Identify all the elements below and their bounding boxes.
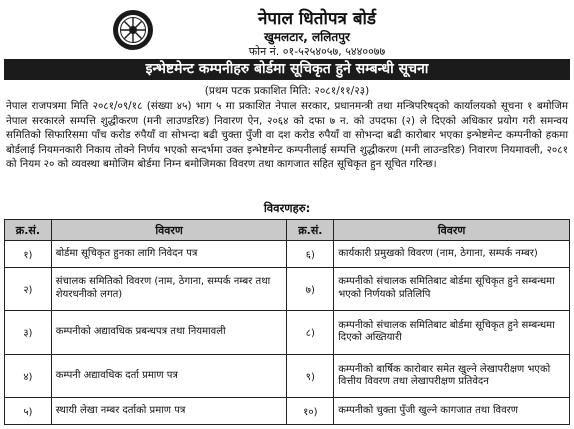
header-description-2: विवरण [334,220,570,241]
document-description: कम्पनी अद्यावधिक दर्ता प्रमाण पत्र [51,354,287,398]
document-description: कम्पनीको संचालक समितिबाट बोर्डमा सूचिकृत हुने सम्बन्धमा दिएको अख्तियारी [334,311,570,355]
document-description: कम्पनीको बार्षिक कारोबार समेत खुल्ने लेखापरीक्षण भएको वित्तीय विवरण तथा लेखापरीक्षण प्रतिवेदन [334,354,570,398]
document-description: कार्यकारी प्रमुखको विवरण (नाम, ठेगाना, सम्पर्क नम्बर) [334,241,570,268]
serial-number: १०) [287,398,334,425]
table-row [5,241,570,268]
document-description: कम्पनीको चुक्ता पुँजी खुल्ने कागजात तथा विवरण [334,398,570,425]
serial-number: ७) [287,267,334,311]
required-documents-table [4,219,570,425]
first-publication-date: (प्रथम पटक प्रकाशित मिति: २०८१/११/२३) [204,85,370,97]
notice-title-banner: इन्भेष्टमेन्ट कम्पनीहरु बोर्डमा सूचिकृत हुने सम्बन्धी सूचना [4,59,570,80]
serial-number: ५) [5,398,52,425]
organization-name: नेपाल धितोपत्र बोर्ड [257,9,377,29]
header-description-1: विवरण [51,220,287,241]
table-header-row [5,220,570,241]
serial-number: ६) [287,241,334,268]
serial-number: २) [5,267,52,311]
header-serial-2: क्र.सं. [287,220,334,241]
serial-number: ३) [5,311,52,355]
serial-number: ८) [287,311,334,355]
document-description: कम्पनीको अद्यावधिक प्रबन्धपत्र तथा नियमावली [51,311,287,355]
organization-address: खुमलटार, ललितपुर [264,30,350,44]
header-serial-1: क्र.सं. [5,220,52,241]
serial-number: १) [5,241,52,268]
details-heading: विवरणहरु: [263,201,311,215]
table-row [5,311,570,355]
serial-number: ९) [287,354,334,398]
table-row [5,267,570,311]
organization-phone: फोन नं. ०१-५२५४०५७, ५४४००७७ [248,45,386,58]
serial-number: ४) [5,354,52,398]
table-row [5,354,570,398]
document-description: संचालक समितिको विवरण (नाम, ठेगाना, सम्पर्क नम्बर तथा शेयरधनीको लगत) [51,267,287,311]
document-description: बोर्डमा सूचिकृत हुनका लागि निवेदन पत्र [51,241,287,268]
document-description: स्थायी लेखा नम्बर दर्ताको प्रमाण पत्र [51,398,287,425]
notice-body-text: नेपाल राजपत्रमा मिति २०८१/०९/१८ (संख्या ४५) भाग ५ मा प्रकाशित नेपाल सरकार, प्रधानमन्त्री तथा मन्त्रिपरिषद्को कार्यालयको सूचना १ बमोजिम नेपाल सरकारले सम्पत्ति शुद्धीकरण (मनी लाउण्डरिङ) निवारण ऐन, २०६४ को दफा ७ न. को उपदफा (२) ले दिएको अधिकार प्रयोग गरी समन्वय समितिको सिफारिसमा पाँच करोड रुपैयाँ वा सोभन्दा बढी चुक्ता पुँजी वा दश करोड रुपैयाँ वा सोभन्दा बढी कारोबार भएका इन्भेष्टमेन्ट कम्पनीको हकमा बोर्डलाई नियमनकारी निकाय तोक्ने निर्णय भएको सन्दर्भमा उक्त इन्भेष्टमेन्ट कम्पनीलाई सम्पत्ति शुद्धीकरण (मनी लाउन्डरिङ) निवारण नियमावली, २०८१ को नियम २० को व्यवस्था बमोजिम बोर्डमा निम्न बमोजिमका विवरण तथा कागजात सहित सूचिकृत हुन सूचित गरिन्छ। [6,100,568,170]
table-row [5,398,570,425]
document-description: कम्पनीको संचालक समितिबाट बोर्डमा सूचिकृत हुने सम्बन्धमा भएको निर्णयको प्रतिलिपि [334,267,570,311]
